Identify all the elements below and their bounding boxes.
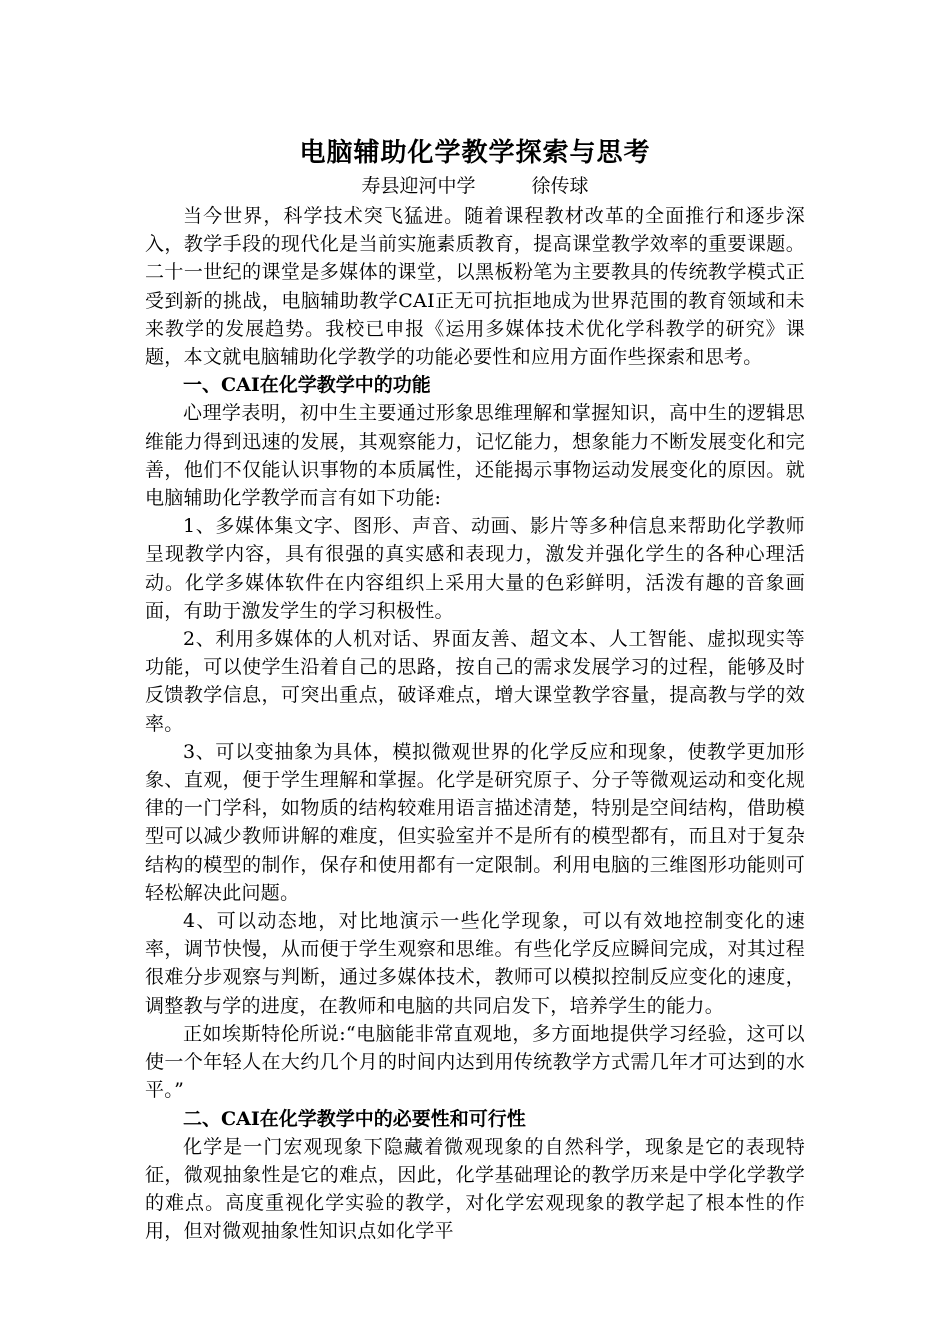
section-heading-1: 一、CAI在化学教学中的功能	[183, 374, 431, 397]
author-name: 徐传球	[531, 175, 589, 197]
intro-paragraph: 当今世界，科学技术突飞猛进。随着课程教材改革的全面推行和逐步深入，教学手段的现代化是当前实施素质教育，提高课堂教学效率的重要课题。二十一世纪的课堂是多媒体的课堂，以黑板粉笔为主要教具的传统教学模式正受到新的挑战，电脑辅助教学CAI正无可抗拒地成为世界范围的教育领域和未来教学的发展趋势。我校已申报《运用多媒体技术优化学科教学的研究》课题，本文就电脑辅助化学教学的功能必要性和应用方面作些探索和思考。	[145, 205, 805, 369]
school-name: 寿县迎河中学	[361, 175, 476, 197]
quote-paragraph: 正如埃斯特伦所说:“电脑能非常直观地，多方面地提供学习经验，这可以使一个年轻人在大约几个月的时间内达到用传统教学方式需几年才可达到的水平。”	[145, 1022, 805, 1102]
byline	[145, 172, 805, 200]
document-title: 电脑辅助化学教学探索与思考	[299, 138, 651, 168]
paragraph: 3、可以变抽象为具体，模拟微观世界的化学反应和现象，使教学更加形象、直观，便于学生理解和掌握。化学是研究原子、分子等微观运动和变化规律的一门学科，如物质的结构较难用语言描述清楚，特别是空间结构，借助模型可以减少教师讲解的难度，但实验室并不是所有的模型都有，而且对于复杂结构的模型的制作，保存和使用都有一定限制。利用电脑的三维图形功能则可轻松解决此问题。	[145, 740, 805, 904]
section-heading-2: 二、CAI在化学教学中的必要性和可行性	[183, 1107, 526, 1130]
paragraph: 1、多媒体集文字、图形、声音、动画、影片等多种信息来帮助化学教师呈现教学内容，具有很强的真实感和表现力，激发并强化学生的各种心理活动。化学多媒体软件在内容组织上采用大量的色彩鲜明，活泼有趣的音象画面，有助于激发学生的学习积极性。	[145, 515, 805, 622]
paragraph: 2、利用多媒体的人机对话、界面友善、超文本、人工智能、虚拟现实等功能，可以使学生沿着自己的思路，按自己的需求发展学习的过程，能够及时反馈教学信息，可突出重点，破译难点，增大课堂教学容量，提高教与学的效率。	[145, 628, 805, 735]
paragraph: 4、可以动态地，对比地演示一些化学现象，可以有效地控制变化的速率，调节快慢，从而便于学生观察和思维。有些化学反应瞬间完成，对其过程很难分步观察与判断，通过多媒体技术，教师可以模拟控制反应变化的速度，调整教与学的进度，在教师和电脑的共同启发下，培养学生的能力。	[145, 910, 805, 1017]
paragraph: 心理学表明，初中生主要通过形象思维理解和掌握知识，高中生的逻辑思维能力得到迅速的发展，其观察能力，记忆能力，想象能力不断发展变化和完善，他们不仅能认识事物的本质属性，还能揭示事物运动发展变化的原因。就电脑辅助化学教学而言有如下功能:	[145, 402, 805, 510]
document-page	[145, 134, 805, 1246]
paragraph: 化学是一门宏观现象下隐藏着微观现象的自然科学，现象是它的表现特征，微观抽象性是它的难点，因此，化学基础理论的教学历来是中学化学教学的难点。高度重视化学实验的教学，对化学宏观现象的教学起了根本性的作用，但对微观抽象性知识点如化学平	[145, 1135, 805, 1243]
